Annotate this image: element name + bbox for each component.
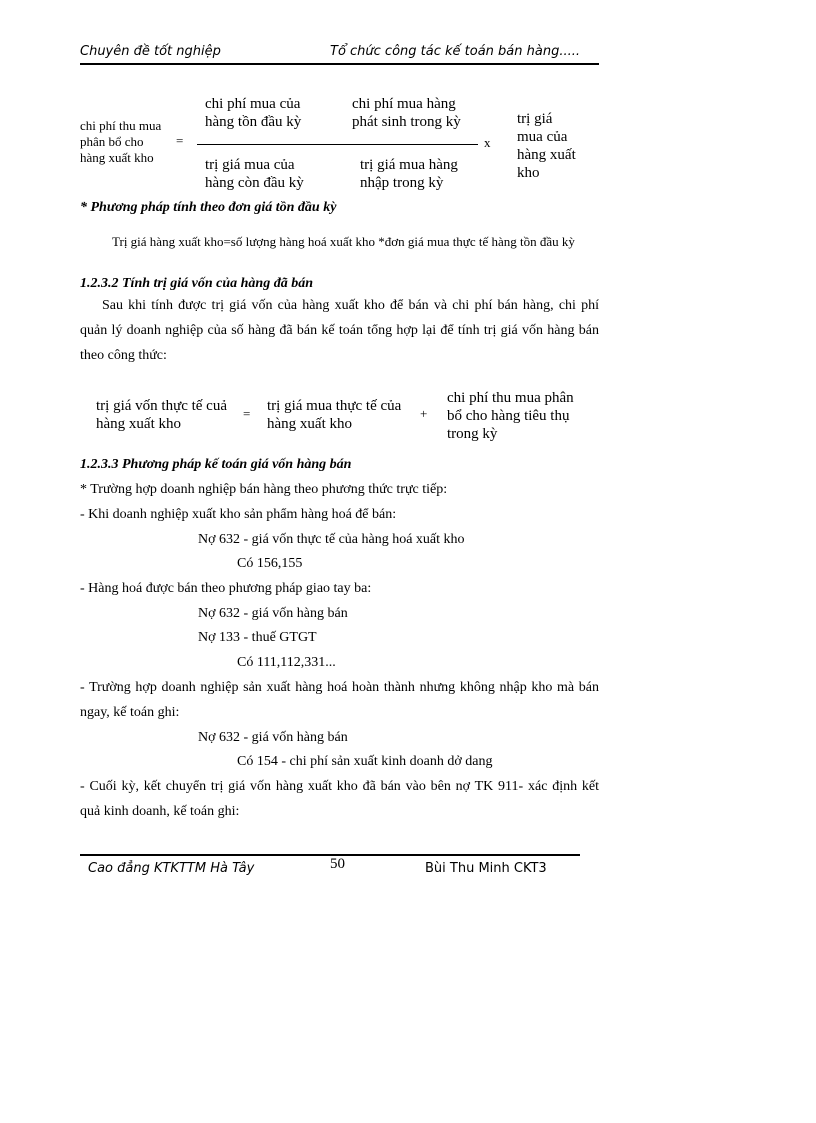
journal-entry: Nợ 632 - giá vốn hàng bán	[198, 606, 348, 621]
formula1-fraction-bar	[197, 144, 478, 145]
header-right: Tổ chức công tác kế toán bán hàng.....	[330, 44, 580, 59]
journal-entry: Nợ 133 - thuế GTGT	[198, 630, 317, 645]
formula1-times: x	[484, 135, 491, 150]
formula2-lhs-line: trị giá vốn thực tế cuả	[96, 398, 228, 414]
paragraph-line: theo công thức:	[80, 348, 167, 363]
formula2-mid-line: trị giá mua thực tế của	[267, 398, 402, 414]
formula2-lhs-line: hàng xuất kho	[96, 416, 181, 432]
header-rule	[80, 63, 599, 65]
body-line: quả kinh doanh, kế toán ghi:	[80, 804, 240, 819]
journal-entry: Có 154 - chi phí sản xuất kinh doanh dở dang	[237, 754, 493, 769]
formula2-rhs-line: bổ cho hàng tiêu thụ	[447, 408, 570, 424]
formula1-rhs	[517, 110, 576, 182]
formula1-numerator-1	[205, 95, 301, 131]
journal-entry: Nợ 632 - giá vốn hàng bán	[198, 730, 348, 745]
formula1-num1-line: chi phí mua của	[205, 96, 301, 112]
formula1-rhs-line: trị giá	[517, 111, 553, 127]
footer-left: Cao đẳng KTKTTM Hà Tây	[88, 861, 255, 876]
formula1-num2-line: phát sinh trong kỳ	[352, 114, 461, 130]
section-heading-1233: 1.2.3.3 Phương pháp kế toán giá vốn hàng bán	[80, 457, 352, 472]
formula1-lhs-line: chi phí thu mua	[80, 118, 162, 133]
formula1-equals: =	[176, 133, 184, 148]
formula1-denominator-1	[205, 156, 304, 192]
formula2-rhs-line: trong kỳ	[447, 426, 498, 441]
header-left: Chuyên đề tốt nghiệp	[80, 44, 221, 59]
body-line: - Khi doanh nghiệp xuất kho sản phẩm hàng hoá để bán:	[80, 507, 397, 522]
method-heading: * Phương pháp tính theo đơn giá tồn đầu kỳ	[80, 200, 337, 215]
page-number: 50	[330, 856, 345, 872]
body-line: - Hàng hoá được bán theo phương pháp giao tay ba:	[80, 581, 372, 596]
body-line: - Trường hợp doanh nghiệp sản xuất hàng hoá hoàn thành nhưng không nhập kho mà bán	[80, 680, 599, 695]
formula1-den1-line: hàng còn đầu kỳ	[205, 175, 304, 191]
formula2-mid-line: hàng xuất kho	[267, 416, 352, 432]
formula1-lhs	[80, 118, 161, 166]
body-line: - Cuối kỳ, kết chuyển trị giá vốn hàng xuất kho đã bán vào bên nợ TK 911- xác định kết	[80, 779, 599, 794]
formula2-equals: =	[243, 406, 251, 421]
formula1-den2-line: nhập trong kỳ	[360, 175, 444, 191]
paragraph-line: quản lý doanh nghiệp của số hàng đã bán kế toán tổng hợp lại để tính trị giá vốn hàng bán	[80, 323, 599, 338]
formula1-numerator-2	[352, 95, 461, 131]
formula1-den2-line: trị giá mua hàng	[360, 157, 458, 173]
journal-entry: Nợ 632 - giá vốn thực tế của hàng hoá xuất kho	[198, 532, 465, 547]
formula2-middle	[267, 397, 401, 433]
formula1-lhs-line: phân bổ cho	[80, 134, 144, 149]
formula2-rhs	[447, 389, 574, 441]
journal-entry: Có 111,112,331...	[237, 655, 336, 670]
formula2-plus: +	[420, 406, 428, 421]
formula1-lhs-line: hàng xuất kho	[80, 150, 154, 165]
journal-entry: Có 156,155	[237, 556, 303, 571]
formula1-den1-line: trị giá mua của	[205, 157, 295, 173]
formula2-rhs-line: chi phí thu mua phân	[447, 390, 574, 406]
formula1-num1-line: hàng tồn đầu kỳ	[205, 114, 302, 130]
body-line: * Trường hợp doanh nghiệp bán hàng theo phương thức trực tiếp:	[80, 482, 448, 497]
formula1-denominator-2	[360, 156, 458, 192]
formula1-rhs-line: kho	[517, 165, 540, 181]
formula1-rhs-line: hàng xuất	[517, 147, 576, 163]
formula1-num2-line: chi phí mua hàng	[352, 96, 456, 112]
method-formula: Trị giá hàng xuất kho=số lượng hàng hoá xuất kho *đơn giá mua thực tế hàng tồn đầu kỳ	[112, 234, 575, 249]
paragraph-line: Sau khi tính được trị giá vốn của hàng xuất kho để bán và chi phí bán hàng, chi phí	[102, 298, 599, 313]
body-line: ngay, kế toán ghi:	[80, 705, 180, 720]
formula1-rhs-line: mua của	[517, 129, 568, 145]
formula2-lhs	[96, 397, 227, 433]
section-heading-1232: 1.2.3.2 Tính trị giá vốn của hàng đã bán	[80, 276, 313, 291]
footer-right: Bùi Thu Minh CKT3	[425, 861, 547, 876]
